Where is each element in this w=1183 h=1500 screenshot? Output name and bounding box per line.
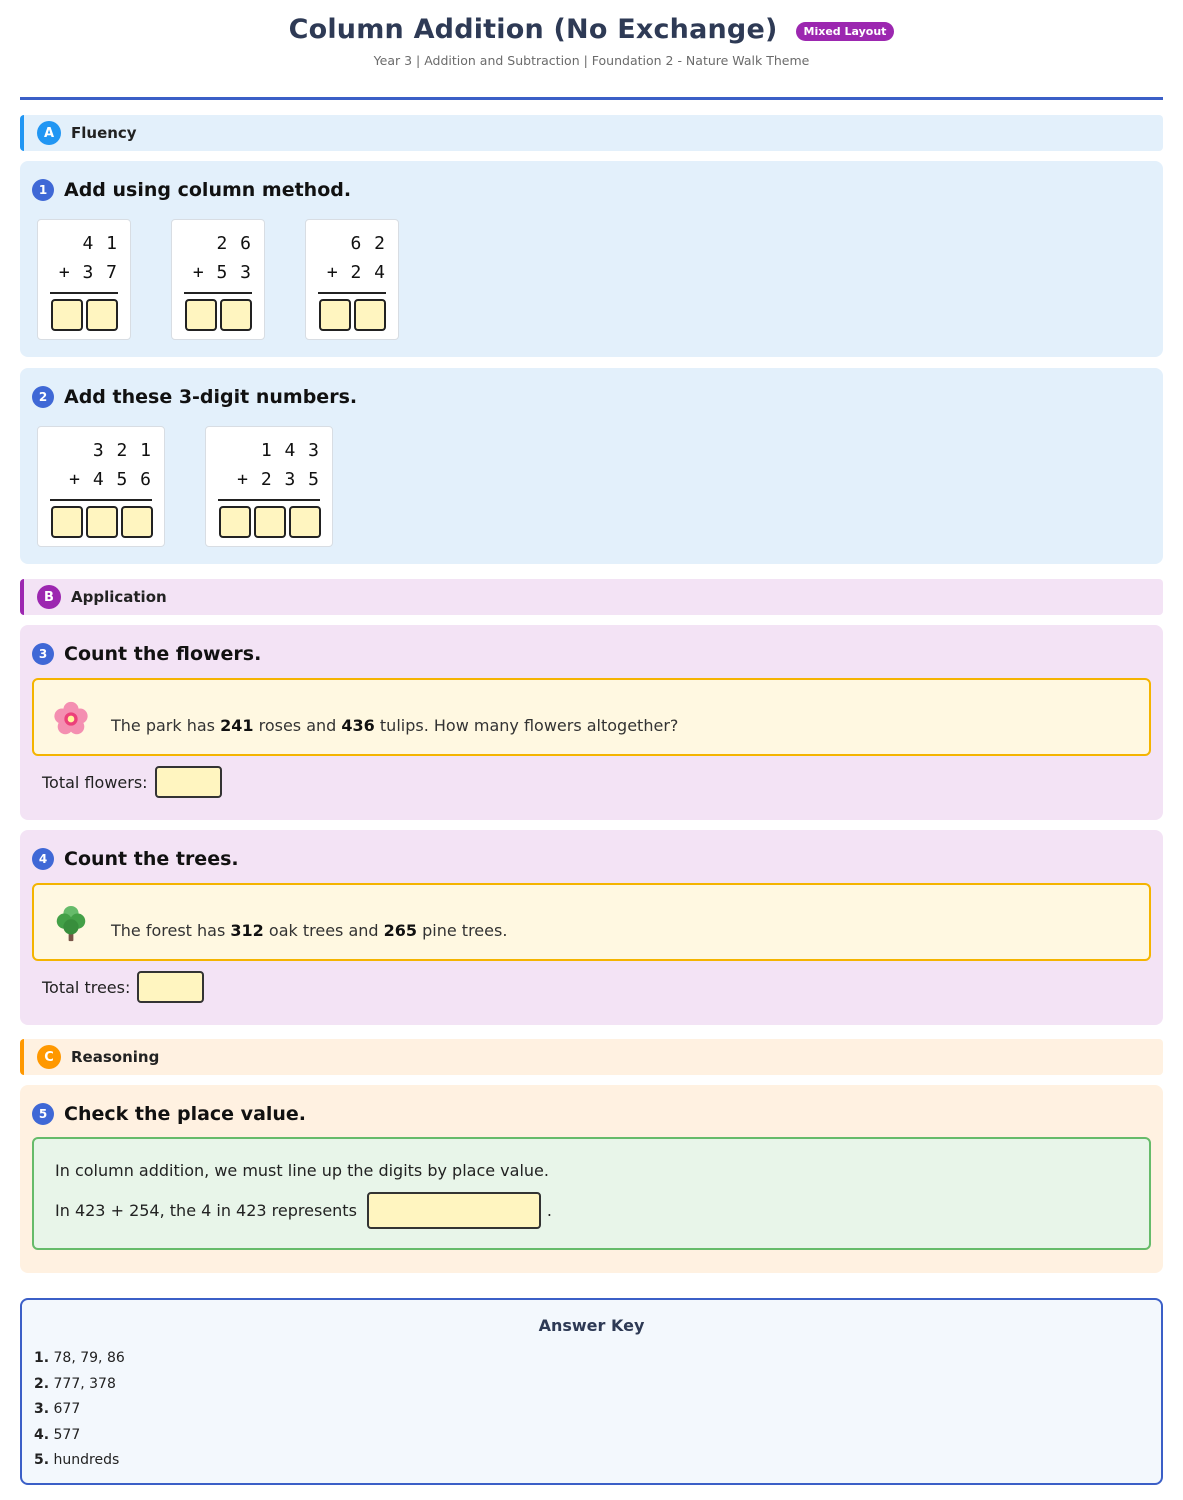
- question-3-text: Count the flowers.: [64, 643, 262, 665]
- sum-card-2a: [37, 426, 165, 547]
- page-title: Column Addition (No Exchange): [288, 14, 778, 45]
- sum-bottom: + 2 3 5: [237, 469, 320, 490]
- question-1-number: 1: [32, 179, 54, 201]
- answer-key-item: 2. 777, 378: [34, 1375, 116, 1392]
- word-problem-text: The park has 241 roses and 436 tulips. How many flowers altogether?: [111, 716, 679, 735]
- place-value-input[interactable]: [367, 1192, 541, 1229]
- answer-boxes: [185, 299, 252, 331]
- answer-digit-box[interactable]: [51, 299, 83, 331]
- place-value-card: [32, 1137, 1151, 1250]
- section-c-label: Reasoning: [71, 1048, 160, 1066]
- total-flowers-label: Total flowers:: [42, 772, 148, 792]
- answer-digit-box[interactable]: [86, 299, 118, 331]
- sum-top: 2 6: [216, 233, 252, 254]
- question-4-heading: [32, 848, 239, 870]
- answer-key-item: 1. 78, 79, 86: [34, 1350, 125, 1366]
- section-fluency: [20, 115, 1163, 151]
- question-5-text: Check the place value.: [64, 1103, 307, 1125]
- answer-key-item: 5. hundreds: [34, 1452, 120, 1469]
- answer-key: [20, 1298, 1163, 1485]
- layout-badge: Mixed Layout: [796, 22, 895, 41]
- answer-digit-box[interactable]: [289, 506, 321, 538]
- sum-bottom: + 4 5 6: [69, 469, 152, 490]
- place-value-period: .: [546, 1201, 552, 1220]
- sum-top: 4 1: [82, 233, 118, 254]
- header-divider: [20, 97, 1163, 100]
- sum-top: 1 4 3: [260, 440, 320, 461]
- question-2-text: Add these 3-digit numbers.: [64, 386, 358, 408]
- section-b-marker: B: [37, 585, 61, 609]
- answer-boxes: [51, 506, 153, 538]
- place-value-question-row: [55, 1192, 552, 1229]
- sum-line: [50, 499, 152, 501]
- sum-line: [318, 292, 386, 294]
- answer-boxes: [319, 299, 386, 331]
- section-a-label: Fluency: [71, 124, 137, 142]
- word-problem-card: [32, 678, 1151, 756]
- sum-bottom: + 2 4: [326, 262, 386, 283]
- section-c-marker: C: [37, 1045, 61, 1069]
- total-trees-row: [42, 971, 204, 1003]
- sum-card-2b: [205, 426, 333, 547]
- answer-digit-box[interactable]: [185, 299, 217, 331]
- sum-card-1b: [171, 219, 265, 340]
- sum-card-1a: [37, 219, 131, 340]
- question-4: [20, 830, 1163, 1025]
- answer-digit-box[interactable]: [86, 506, 118, 538]
- sum-line: [50, 292, 118, 294]
- place-value-question: In 423 + 254, the 4 in 423 represents: [55, 1201, 357, 1220]
- answer-digit-box[interactable]: [220, 299, 252, 331]
- sum-line: [184, 292, 252, 294]
- flower-icon: [52, 700, 90, 738]
- total-flowers-input[interactable]: [155, 766, 222, 798]
- question-4-text: Count the trees.: [64, 848, 239, 870]
- question-4-number: 4: [32, 848, 54, 870]
- sum-line: [218, 499, 320, 501]
- answer-digit-box[interactable]: [319, 299, 351, 331]
- word-problem-text: The forest has 312 oak trees and 265 pine trees.: [111, 921, 508, 940]
- question-5-heading: [32, 1103, 306, 1125]
- question-2-heading: [32, 386, 357, 408]
- sum-card-1c: [305, 219, 399, 340]
- sum-top: 3 2 1: [92, 440, 152, 461]
- question-1-text: Add using column method.: [64, 179, 352, 201]
- worksheet-header: [0, 14, 1183, 68]
- question-3-heading: [32, 643, 261, 665]
- question-1-heading: [32, 179, 351, 201]
- section-reasoning: [20, 1039, 1163, 1075]
- tree-icon: [52, 905, 90, 943]
- answer-digit-box[interactable]: [354, 299, 386, 331]
- question-2-number: 2: [32, 386, 54, 408]
- question-2: [20, 368, 1163, 564]
- section-b-label: Application: [71, 588, 167, 606]
- sum-top: 6 2: [350, 233, 386, 254]
- place-value-statement: In column addition, we must line up the digits by place value.: [55, 1161, 549, 1180]
- answer-digit-box[interactable]: [121, 506, 153, 538]
- question-3: [20, 625, 1163, 820]
- sum-bottom: + 5 3: [192, 262, 252, 283]
- answer-digit-box[interactable]: [254, 506, 286, 538]
- word-problem-card: [32, 883, 1151, 961]
- question-1: [20, 161, 1163, 357]
- answer-boxes: [219, 506, 321, 538]
- page-subtitle: Year 3 | Addition and Subtraction | Foundation 2 - Nature Walk Theme: [373, 53, 810, 68]
- total-trees-label: Total trees:: [42, 977, 131, 997]
- answer-key-item: 3. 677: [34, 1401, 81, 1418]
- answer-boxes: [51, 299, 118, 331]
- question-5-number: 5: [32, 1103, 54, 1125]
- answer-digit-box[interactable]: [219, 506, 251, 538]
- title-row: [0, 14, 1183, 45]
- answer-digit-box[interactable]: [51, 506, 83, 538]
- answer-key-list: [34, 1346, 125, 1474]
- total-trees-input[interactable]: [137, 971, 204, 1003]
- sum-bottom: + 3 7: [58, 262, 118, 283]
- question-5: [20, 1085, 1163, 1273]
- answer-key-title: Answer Key: [538, 1316, 645, 1335]
- answer-key-item: 4. 577: [34, 1426, 81, 1443]
- section-a-marker: A: [37, 121, 61, 145]
- total-flowers-row: [42, 766, 222, 798]
- question-3-number: 3: [32, 643, 54, 665]
- section-application: [20, 579, 1163, 615]
